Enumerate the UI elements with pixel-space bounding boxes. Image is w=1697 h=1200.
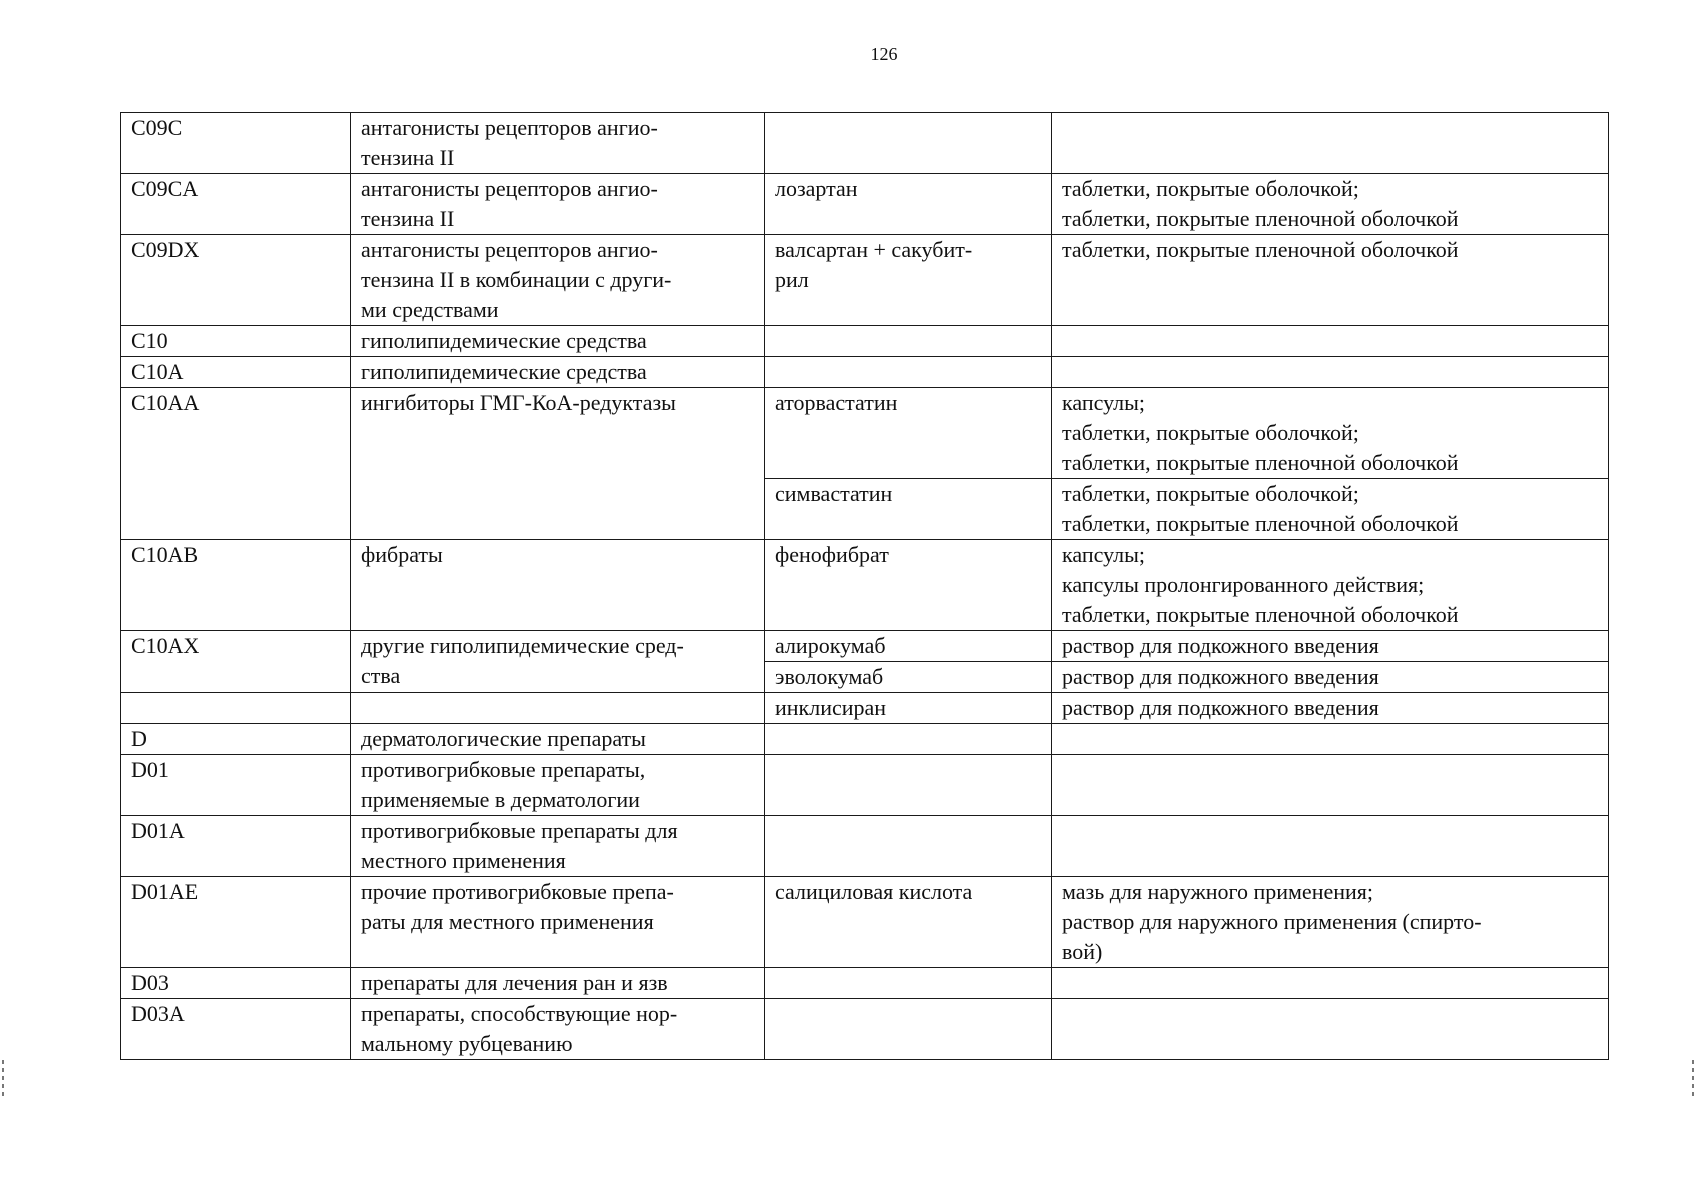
table-row (121, 877, 1609, 968)
group-name-cell: препараты, способствующие нор- мальному рубцеванию (351, 999, 765, 1060)
atc-code-cell: D03A (121, 999, 351, 1060)
atc-code-cell: D01 (121, 755, 351, 816)
atc-code-cell: C10 (121, 326, 351, 357)
atc-code-cell: C10AB (121, 540, 351, 631)
table-row (121, 388, 1609, 479)
atc-code-cell: C10AX (121, 631, 351, 693)
group-name-cell: гиполипидемические средства (351, 326, 765, 357)
drug-table (120, 112, 1609, 1060)
dosage-form-cell: раствор для подкожного введения (1052, 631, 1609, 662)
group-name-cell: фибраты (351, 540, 765, 631)
atc-code-cell: D03 (121, 968, 351, 999)
group-name-cell: гиполипидемические средства (351, 357, 765, 388)
scan-edge-mark-left (2, 1060, 4, 1096)
dosage-form-cell: таблетки, покрытые оболочкой; таблетки, покрытые пленочной оболочкой (1052, 479, 1609, 540)
atc-code-cell (121, 693, 351, 724)
dosage-form-cell (1052, 968, 1609, 999)
table-row (121, 235, 1609, 326)
dosage-form-cell (1052, 326, 1609, 357)
substance-cell (765, 999, 1052, 1060)
substance-cell: алирокумаб (765, 631, 1052, 662)
table-row (121, 174, 1609, 235)
atc-code-cell: C09C (121, 113, 351, 174)
substance-cell: салициловая кислота (765, 877, 1052, 968)
drug-table-container (120, 112, 1608, 1060)
dosage-form-cell: капсулы; таблетки, покрытые оболочкой; таблетки, покрытые пленочной оболочкой (1052, 388, 1609, 479)
substance-cell: лозартан (765, 174, 1052, 235)
dosage-form-cell: раствор для подкожного введения (1052, 693, 1609, 724)
atc-code-cell: C10AA (121, 388, 351, 540)
dosage-form-cell (1052, 113, 1609, 174)
substance-cell (765, 724, 1052, 755)
dosage-form-cell: таблетки, покрытые пленочной оболочкой (1052, 235, 1609, 326)
dosage-form-cell (1052, 999, 1609, 1060)
substance-cell (765, 326, 1052, 357)
dosage-form-cell: таблетки, покрытые оболочкой; таблетки, покрытые пленочной оболочкой (1052, 174, 1609, 235)
dosage-form-cell (1052, 816, 1609, 877)
group-name-cell: противогрибковые препараты для местного применения (351, 816, 765, 877)
table-row (121, 113, 1609, 174)
table-row (121, 357, 1609, 388)
group-name-cell: дерматологические препараты (351, 724, 765, 755)
group-name-cell: ингибиторы ГМГ-КоА-редуктазы (351, 388, 765, 540)
group-name-cell (351, 693, 765, 724)
dosage-form-cell: раствор для подкожного введения (1052, 662, 1609, 693)
substance-cell: инклисиран (765, 693, 1052, 724)
group-name-cell: противогрибковые препараты, применяемые в дерматологии (351, 755, 765, 816)
dosage-form-cell: мазь для наружного применения; раствор для наружного применения (спирто- вой) (1052, 877, 1609, 968)
table-row (121, 724, 1609, 755)
group-name-cell: антагонисты рецепторов ангио- тензина II (351, 113, 765, 174)
table-row (121, 540, 1609, 631)
group-name-cell: препараты для лечения ран и язв (351, 968, 765, 999)
table-row (121, 693, 1609, 724)
group-name-cell: антагонисты рецепторов ангио- тензина II (351, 174, 765, 235)
atc-code-cell: C10A (121, 357, 351, 388)
table-row (121, 755, 1609, 816)
scan-edge-mark-right (1692, 1060, 1694, 1096)
substance-cell: эволокумаб (765, 662, 1052, 693)
substance-cell (765, 357, 1052, 388)
substance-cell: аторвастатин (765, 388, 1052, 479)
atc-code-cell: D (121, 724, 351, 755)
dosage-form-cell (1052, 724, 1609, 755)
table-row (121, 326, 1609, 357)
substance-cell (765, 755, 1052, 816)
substance-cell: валсартан + сакубит- рил (765, 235, 1052, 326)
substance-cell (765, 113, 1052, 174)
table-row (121, 816, 1609, 877)
atc-code-cell: D01A (121, 816, 351, 877)
substance-cell: симвастатин (765, 479, 1052, 540)
table-row (121, 631, 1609, 662)
substance-cell (765, 816, 1052, 877)
dosage-form-cell: капсулы; капсулы пролонгированного действия; таблетки, покрытые пленочной оболочкой (1052, 540, 1609, 631)
substance-cell (765, 968, 1052, 999)
dosage-form-cell (1052, 357, 1609, 388)
group-name-cell: другие гиполипидемические сред- ства (351, 631, 765, 693)
table-row (121, 999, 1609, 1060)
atc-code-cell: C09DX (121, 235, 351, 326)
substance-cell: фенофибрат (765, 540, 1052, 631)
page-number: 126 (870, 44, 898, 64)
dosage-form-cell (1052, 755, 1609, 816)
group-name-cell: антагонисты рецепторов ангио- тензина II в комбинации с други- ми средствами (351, 235, 765, 326)
table-row (121, 968, 1609, 999)
atc-code-cell: D01AE (121, 877, 351, 968)
atc-code-cell: C09CA (121, 174, 351, 235)
group-name-cell: прочие противогрибковые препа- раты для местного применения (351, 877, 765, 968)
